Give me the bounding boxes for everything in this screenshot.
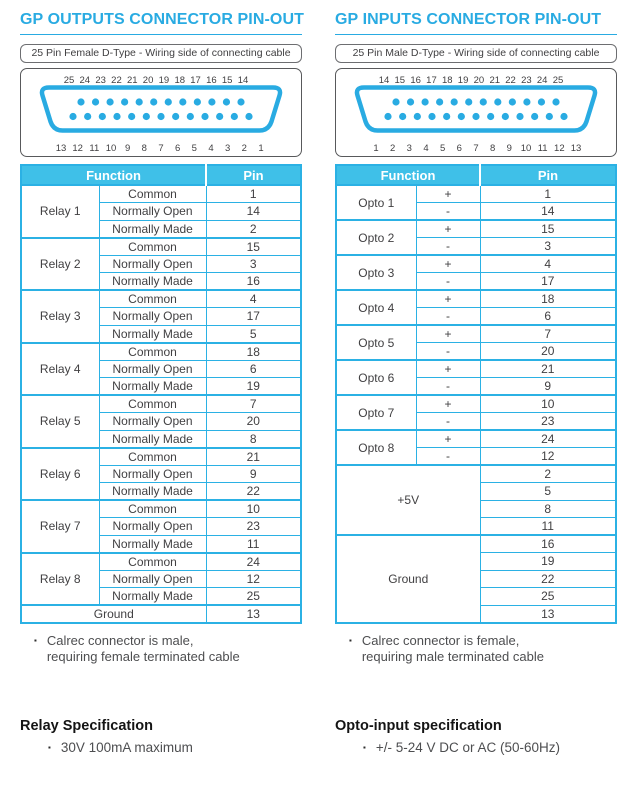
function-cell: Normally Open xyxy=(99,360,206,378)
table-row xyxy=(336,465,616,483)
function-cell: Normally Made xyxy=(99,430,206,448)
pin-number: 12 xyxy=(554,143,565,154)
pin-number: 11 xyxy=(537,143,548,154)
pin-dot xyxy=(436,98,443,105)
function-cell: Normally Open xyxy=(99,413,206,431)
pin-number: 20 xyxy=(473,75,485,86)
table-row xyxy=(336,290,616,308)
pin-number: 13 xyxy=(570,143,582,154)
pin-dot xyxy=(552,98,559,105)
pin-cell: 17 xyxy=(480,273,616,291)
pin-dot xyxy=(443,113,450,120)
pin-number: 20 xyxy=(142,75,154,86)
group-name-cell: Opto 2 xyxy=(336,220,416,255)
function-cell: Normally Made xyxy=(99,535,206,553)
pin-number: 16 xyxy=(410,75,421,86)
function-cell: - xyxy=(416,273,480,291)
function-cell: Common xyxy=(99,238,206,256)
function-cell: + xyxy=(416,185,480,203)
pin-cell: 11 xyxy=(206,535,301,553)
opto-input-specification xyxy=(335,718,617,755)
pin-cell: 25 xyxy=(480,588,616,606)
function-cell: + xyxy=(416,395,480,413)
dsub-25pin-shell xyxy=(351,71,601,155)
pin-cell: 14 xyxy=(480,203,616,221)
pin-cell: 21 xyxy=(480,360,616,378)
pin-number: 25 xyxy=(63,75,75,86)
pin-cell: 13 xyxy=(480,605,616,623)
relay-spec-text: 30V 100mA maximum xyxy=(60,739,193,755)
pin-cell: 4 xyxy=(206,290,301,308)
pin-cell: 3 xyxy=(206,255,301,273)
pin-cell: 16 xyxy=(480,535,616,553)
pin-dot xyxy=(84,113,91,120)
gp-inputs-title: GP INPUTS CONNECTOR PIN-OUT xyxy=(335,11,617,35)
pin-number: 24 xyxy=(79,75,91,86)
pin-dot xyxy=(414,113,421,120)
pin-cell: 4 xyxy=(480,255,616,273)
group-name-cell: Opto 8 xyxy=(336,430,416,465)
pin-cell: 13 xyxy=(206,605,301,623)
pin-cell: 19 xyxy=(480,553,616,571)
function-column-header: Function xyxy=(336,165,480,185)
pinout-table xyxy=(335,164,617,624)
pin-cell: 8 xyxy=(480,500,616,518)
table-row xyxy=(21,395,301,413)
pin-number: 9 xyxy=(125,143,131,154)
outputs-note-line1: Calrec connector is male, xyxy=(46,632,194,648)
table-row xyxy=(336,395,616,413)
group-name-cell: Opto 6 xyxy=(336,360,416,395)
function-cell: + xyxy=(416,220,480,238)
pin-number: 7 xyxy=(473,143,479,154)
pin-number: 5 xyxy=(440,143,446,154)
function-cell: Normally Made xyxy=(99,378,206,396)
bullet-icon: ▪ xyxy=(34,635,37,645)
function-cell: - xyxy=(416,238,480,256)
pin-dot xyxy=(465,98,472,105)
pin-number: 10 xyxy=(520,143,532,154)
group-name-cell: Relay 8 xyxy=(21,553,99,606)
pin-number: 15 xyxy=(221,75,233,86)
function-cell: Common xyxy=(99,395,206,413)
pin-number: 8 xyxy=(490,143,496,154)
pin-number: 22 xyxy=(111,75,122,86)
table-row xyxy=(336,360,616,378)
pin-number: 1 xyxy=(373,143,379,154)
pin-dot xyxy=(480,98,487,105)
group-name-cell: Opto 3 xyxy=(336,255,416,290)
pin-cell: 24 xyxy=(480,430,616,448)
pin-dot xyxy=(523,98,530,105)
group-name-cell: Relay 3 xyxy=(21,290,99,343)
function-cell: Normally Made xyxy=(99,483,206,501)
function-cell: Common xyxy=(99,290,206,308)
pin-dot xyxy=(136,98,143,105)
pin-dot xyxy=(172,113,179,120)
table-row xyxy=(21,343,301,361)
pin-dot xyxy=(113,113,120,120)
table-row xyxy=(336,535,616,553)
pin-number: 25 xyxy=(552,75,564,86)
pin-cell: 21 xyxy=(206,448,301,466)
pin-cell: 7 xyxy=(206,395,301,413)
pin-dot xyxy=(392,98,399,105)
bullet-icon: ▪ xyxy=(349,635,352,645)
group-name-cell: Relay 4 xyxy=(21,343,99,396)
function-cell: Common xyxy=(99,185,206,203)
pin-cell: 14 xyxy=(206,203,301,221)
pin-dot xyxy=(538,98,545,105)
gp-inputs-section xyxy=(335,11,617,755)
pin-number: 6 xyxy=(456,143,462,154)
pin-cell: 12 xyxy=(206,570,301,588)
table-row xyxy=(21,238,301,256)
pin-dot xyxy=(231,113,238,120)
pin-dot xyxy=(487,113,494,120)
table-header-row xyxy=(21,165,301,185)
pin-cell: 10 xyxy=(206,500,301,518)
function-cell: - xyxy=(416,378,480,396)
group-name-cell: Opto 1 xyxy=(336,185,416,220)
table-row xyxy=(21,500,301,518)
inputs-note-line1: Calrec connector is female, xyxy=(361,632,520,648)
dshell-outline xyxy=(357,88,595,131)
pin-number: 17 xyxy=(190,75,201,86)
pin-cell: 19 xyxy=(206,378,301,396)
bullet-icon: ▪ xyxy=(48,742,51,752)
pin-dot xyxy=(143,113,150,120)
function-cell: Normally Open xyxy=(99,308,206,326)
pin-dot xyxy=(157,113,164,120)
function-cell: Normally Open xyxy=(99,203,206,221)
table-row xyxy=(336,325,616,343)
relay-spec-item xyxy=(34,740,302,755)
function-cell: Normally Open xyxy=(99,570,206,588)
pin-number: 22 xyxy=(505,75,516,86)
inputs-connector-diagram xyxy=(335,68,617,157)
span-group-name-cell: Ground xyxy=(21,605,206,623)
outputs-connector-type-label: 25 Pin Female D-Type - Wiring side of connecting cable xyxy=(20,44,302,63)
function-column-header: Function xyxy=(21,165,206,185)
pinout-table xyxy=(20,164,302,624)
function-cell: Normally Made xyxy=(99,220,206,238)
pin-number: 11 xyxy=(89,143,100,154)
pin-dot xyxy=(458,113,465,120)
pin-cell: 2 xyxy=(480,465,616,483)
pin-dot xyxy=(384,113,391,120)
pin-cell: 18 xyxy=(480,290,616,308)
relay-specification xyxy=(20,718,302,755)
function-cell: - xyxy=(416,448,480,466)
pin-dot xyxy=(560,113,567,120)
pin-number: 2 xyxy=(390,143,396,154)
pin-dot xyxy=(201,113,208,120)
pin-dot xyxy=(69,113,76,120)
outputs-note-line2: requiring female terminated cable xyxy=(46,649,240,665)
function-cell: - xyxy=(416,308,480,326)
table-row xyxy=(21,553,301,571)
pin-cell: 6 xyxy=(206,360,301,378)
group-name-cell: Opto 7 xyxy=(336,395,416,430)
pin-cell: 17 xyxy=(206,308,301,326)
pin-cell: 22 xyxy=(206,483,301,501)
pin-dot xyxy=(187,113,194,120)
group-name-cell: Relay 5 xyxy=(21,395,99,448)
pin-cell: 23 xyxy=(480,413,616,431)
pin-dot xyxy=(245,113,252,120)
inputs-note-line2: requiring male terminated cable xyxy=(361,649,544,665)
pin-number: 4 xyxy=(423,143,429,154)
pin-number: 19 xyxy=(457,75,469,86)
pin-dot xyxy=(121,98,128,105)
pin-number: 9 xyxy=(506,143,512,154)
pin-dot xyxy=(92,98,99,105)
pin-cell: 10 xyxy=(480,395,616,413)
pin-column-header: Pin xyxy=(206,165,301,185)
pin-number: 10 xyxy=(105,143,117,154)
opto-spec-item xyxy=(349,740,617,755)
function-cell: + xyxy=(416,290,480,308)
pin-number: 16 xyxy=(206,75,217,86)
group-name-cell: Relay 1 xyxy=(21,185,99,238)
pin-dot xyxy=(179,98,186,105)
function-cell: + xyxy=(416,430,480,448)
function-cell: Common xyxy=(99,553,206,571)
inputs-connector-type-label: 25 Pin Male D-Type - Wiring side of connecting cable xyxy=(335,44,617,63)
pin-dot xyxy=(451,98,458,105)
pin-dot xyxy=(531,113,538,120)
pin-number: 5 xyxy=(191,143,197,154)
function-cell: - xyxy=(416,413,480,431)
pin-cell: 1 xyxy=(480,185,616,203)
pin-cell: 18 xyxy=(206,343,301,361)
bullet-icon: ▪ xyxy=(363,742,366,752)
table-row xyxy=(336,430,616,448)
function-cell: Normally Made xyxy=(99,588,206,606)
pin-dot xyxy=(502,113,509,120)
pin-number: 4 xyxy=(208,143,214,154)
pin-number: 21 xyxy=(126,75,138,86)
function-cell: - xyxy=(416,203,480,221)
pin-number: 19 xyxy=(158,75,170,86)
pin-cell: 15 xyxy=(206,238,301,256)
pin-dot xyxy=(237,98,244,105)
pin-column-header: Pin xyxy=(480,165,616,185)
function-cell: - xyxy=(416,343,480,361)
function-cell: Common xyxy=(99,448,206,466)
function-cell: Common xyxy=(99,343,206,361)
pin-dot xyxy=(546,113,553,120)
pin-number: 14 xyxy=(237,75,249,86)
outputs-note-text xyxy=(47,633,240,666)
pin-number: 23 xyxy=(95,75,106,86)
table-row xyxy=(336,185,616,203)
group-name-cell: Opto 4 xyxy=(336,290,416,325)
table-row xyxy=(21,290,301,308)
pin-dot xyxy=(216,113,223,120)
pin-dot xyxy=(428,113,435,120)
function-cell: + xyxy=(416,255,480,273)
function-cell: Normally Made xyxy=(99,325,206,343)
pin-cell: 9 xyxy=(480,378,616,396)
group-name-cell: Relay 7 xyxy=(21,500,99,553)
pin-cell: 9 xyxy=(206,465,301,483)
opto-spec-heading: Opto-input specification xyxy=(335,717,502,734)
pin-number: 18 xyxy=(441,75,453,86)
function-cell: + xyxy=(416,325,480,343)
pin-cell: 7 xyxy=(480,325,616,343)
pin-dot xyxy=(99,113,106,120)
pin-dot xyxy=(421,98,428,105)
pin-dot xyxy=(494,98,501,105)
pin-number: 2 xyxy=(241,143,247,154)
span-group-name-cell: +5V xyxy=(336,465,480,535)
pin-cell: 11 xyxy=(480,518,616,536)
inputs-note xyxy=(335,633,617,666)
table-row xyxy=(336,220,616,238)
inputs-note-text xyxy=(362,633,544,666)
function-cell: Normally Open xyxy=(99,255,206,273)
gp-outputs-section xyxy=(20,11,305,755)
pin-number: 8 xyxy=(141,143,147,154)
opto-spec-text: +/- 5-24 V DC or AC (50-60Hz) xyxy=(375,739,561,755)
pin-cell: 5 xyxy=(206,325,301,343)
pin-number: 6 xyxy=(175,143,181,154)
pin-dot xyxy=(194,98,201,105)
pin-dot xyxy=(106,98,113,105)
group-name-cell: Relay 2 xyxy=(21,238,99,291)
outputs-pinout-table-wrap xyxy=(20,164,302,624)
pin-number: 3 xyxy=(225,143,231,154)
function-cell: Normally Open xyxy=(99,518,206,536)
function-cell: Normally Made xyxy=(99,273,206,291)
pin-dot xyxy=(128,113,135,120)
pin-number: 15 xyxy=(394,75,406,86)
pin-cell: 12 xyxy=(480,448,616,466)
pin-number: 13 xyxy=(55,143,67,154)
pin-cell: 16 xyxy=(206,273,301,291)
pin-dot xyxy=(208,98,215,105)
pin-dot xyxy=(77,98,84,105)
pin-cell: 3 xyxy=(480,238,616,256)
pin-number: 1 xyxy=(258,143,264,154)
pin-dot xyxy=(150,98,157,105)
pin-dot xyxy=(165,98,172,105)
group-name-cell: Opto 5 xyxy=(336,325,416,360)
function-cell: Common xyxy=(99,500,206,518)
pin-cell: 24 xyxy=(206,553,301,571)
pin-cell: 6 xyxy=(480,308,616,326)
dshell-outline xyxy=(42,88,280,131)
pin-dot xyxy=(223,98,230,105)
pin-number: 24 xyxy=(536,75,548,86)
group-name-cell: Relay 6 xyxy=(21,448,99,501)
pin-number: 14 xyxy=(378,75,390,86)
pin-cell: 22 xyxy=(480,570,616,588)
pin-cell: 20 xyxy=(480,343,616,361)
table-row xyxy=(21,185,301,203)
relay-spec-heading: Relay Specification xyxy=(20,717,153,734)
pin-number: 7 xyxy=(158,143,164,154)
pin-cell: 8 xyxy=(206,430,301,448)
pin-cell: 25 xyxy=(206,588,301,606)
pin-number: 12 xyxy=(72,143,83,154)
pin-cell: 5 xyxy=(480,483,616,501)
pin-cell: 23 xyxy=(206,518,301,536)
inputs-pinout-table-wrap xyxy=(335,164,617,624)
pin-dot xyxy=(516,113,523,120)
gp-outputs-title: GP OUTPUTS CONNECTOR PIN-OUT xyxy=(20,11,302,35)
table-row xyxy=(21,448,301,466)
pin-cell: 1 xyxy=(206,185,301,203)
pin-cell: 15 xyxy=(480,220,616,238)
pin-number: 18 xyxy=(174,75,186,86)
outputs-note xyxy=(20,633,302,666)
table-header-row xyxy=(336,165,616,185)
pin-number: 21 xyxy=(489,75,501,86)
function-cell: + xyxy=(416,360,480,378)
pin-dot xyxy=(509,98,516,105)
table-row xyxy=(21,605,301,623)
pin-cell: 2 xyxy=(206,220,301,238)
pin-cell: 20 xyxy=(206,413,301,431)
span-group-name-cell: Ground xyxy=(336,535,480,623)
outputs-connector-diagram xyxy=(20,68,302,157)
pin-number: 17 xyxy=(426,75,437,86)
pin-dot xyxy=(472,113,479,120)
function-cell: Normally Open xyxy=(99,465,206,483)
pin-dot xyxy=(399,113,406,120)
pin-dot xyxy=(407,98,414,105)
dsub-25pin-shell xyxy=(36,71,286,155)
pin-number: 23 xyxy=(521,75,532,86)
pin-number: 3 xyxy=(406,143,412,154)
table-row xyxy=(336,255,616,273)
